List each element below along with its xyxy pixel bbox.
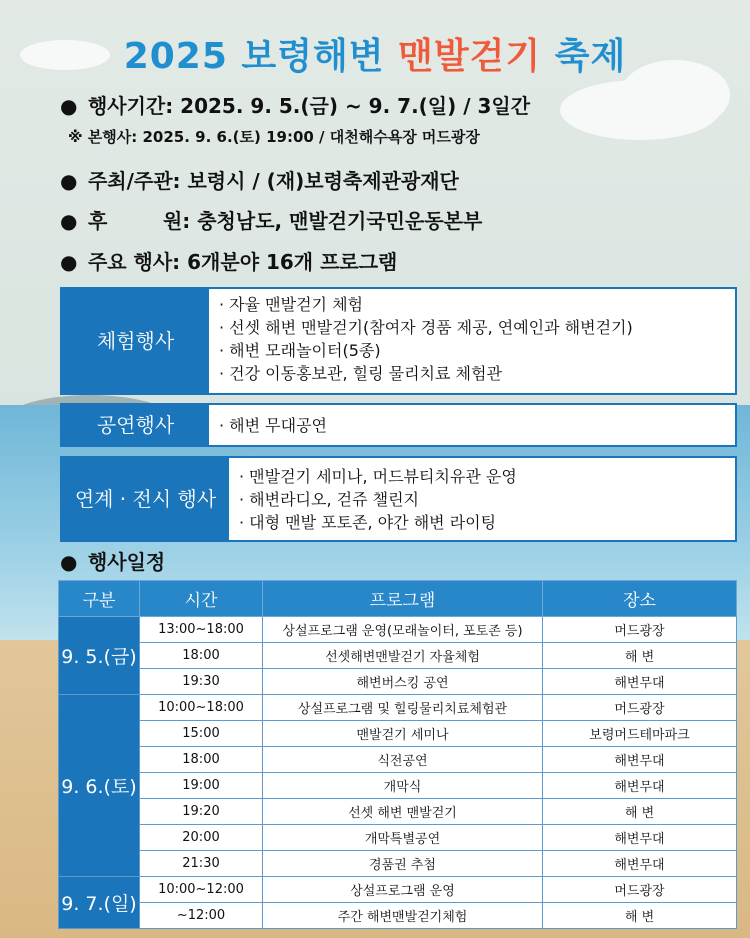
place-cell: 해변무대 [543,773,737,799]
program-cell: 식전공연 [263,747,543,773]
bullet-icon: ● [60,209,78,233]
program-cell: 개막식 [263,773,543,799]
program-cell: 선셋 해변 맨발걷기 [263,799,543,825]
date-cell: 9. 6.(토) [59,695,140,877]
program-item: · 해변 무대공연 [219,415,327,435]
place-cell: 보령머드테마파크 [543,721,737,747]
event-period [60,90,530,119]
place-cell: 해 변 [543,903,737,929]
place-cell: 해변무대 [543,825,737,851]
program-item: · 맨발걷기 세미나, 머드뷰티치유관 운영 [239,466,517,486]
time-cell: 15:00 [140,721,263,747]
time-cell: 20:00 [140,825,263,851]
program-items [209,405,735,445]
host-text: 주최/주관: 보령시 / (재)보령축제관광재단 [87,169,459,193]
program-item: · 자율 맨발걷기 체험 [219,295,363,314]
sponsor-info [60,205,482,234]
program-item: · 건강 이동홍보관, 힐링 물리치료 체험관 [219,364,502,383]
table-row [59,617,737,643]
time-cell: 18:00 [140,747,263,773]
time-cell: 10:00~18:00 [140,695,263,721]
program-items [209,289,735,393]
main-program-info [60,246,397,275]
main-event: ※ 본행사: 2025. 9. 6.(토) 19:00 / 대천해수욕장 머드광장 [68,128,480,146]
program-cell: 주간 해변맨발걷기체험 [263,903,543,929]
time-cell: 19:00 [140,773,263,799]
place-cell: 해변무대 [543,747,737,773]
program-cell: 선셋해변맨발걷기 자율체험 [263,643,543,669]
table-row [59,669,737,695]
program-label: 체험행사 [62,289,209,393]
time-cell: 19:20 [140,799,263,825]
program-item: · 해변 모래놀이터(5종) [219,341,381,360]
time-cell: 19:30 [140,669,263,695]
program-cell: 경품권 추첨 [263,851,543,877]
main-program-text: 주요 행사: 6개분야 16개 프로그램 [87,250,398,274]
place-cell: 해 변 [543,643,737,669]
program-item: · 해변라디오, 걷쥬 챌린지 [239,489,419,509]
schedule-table [58,580,737,929]
program-items [229,458,735,540]
table-row [59,851,737,877]
table-row [59,903,737,929]
table-row [59,825,737,851]
time-cell: ~12:00 [140,903,263,929]
table-row [59,747,737,773]
col-header-time: 시간 [140,581,263,617]
title-suffix: 축제 [541,36,627,77]
place-cell: 해변무대 [543,851,737,877]
table-row [59,773,737,799]
program-item: · 대형 맨발 포토존, 야간 해변 라이팅 [239,512,497,532]
table-row [59,695,737,721]
program-box-performance [60,403,737,447]
program-item: · 선셋 해변 맨발걷기(참여자 경품 제공, 연예인과 해변걷기) [219,318,633,337]
page-title [0,28,750,79]
program-cell: 상설프로그램 운영 [263,877,543,903]
place-cell: 머드광장 [543,617,737,643]
date-cell: 9. 7.(일) [59,877,140,929]
program-cell: 상설프로그램 운영(모래놀이터, 포토존 등) [263,617,543,643]
program-cell: 개막특별공연 [263,825,543,851]
bullet-icon: ● [60,550,78,574]
program-cell: 해변버스킹 공연 [263,669,543,695]
program-label: 공연행사 [62,405,209,445]
col-header-place: 장소 [543,581,737,617]
program-box-experience [60,287,737,395]
schedule-heading [60,546,165,575]
date-cell: 9. 5.(금) [59,617,140,695]
host-info [60,165,459,194]
time-cell: 21:30 [140,851,263,877]
program-label: 연계 · 전시 행사 [62,458,229,540]
time-cell: 10:00~12:00 [140,877,263,903]
program-box-linked [60,456,737,542]
table-row [59,721,737,747]
bullet-icon: ● [60,169,78,193]
table-header-row [59,581,737,617]
table-row [59,643,737,669]
place-cell: 해 변 [543,799,737,825]
bullet-icon: ● [60,94,78,118]
place-cell: 머드광장 [543,877,737,903]
place-cell: 해변무대 [543,669,737,695]
table-row [59,799,737,825]
col-header-division: 구분 [59,581,140,617]
title-year-place: 2025 보령해변 [123,36,399,77]
schedule-heading-text: 행사일정 [87,550,166,574]
program-cell: 맨발걷기 세미나 [263,721,543,747]
time-cell: 13:00~18:00 [140,617,263,643]
title-highlight: 맨발걷기 [398,36,542,77]
place-cell: 머드광장 [543,695,737,721]
time-cell: 18:00 [140,643,263,669]
event-period-text: 행사기간: 2025. 9. 5.(금) ~ 9. 7.(일) / 3일간 [87,94,531,118]
sponsor-text: 후 원: 충청남도, 맨발걷기국민운동본부 [87,209,483,233]
program-cell: 상설프로그램 및 힐링물리치료체험관 [263,695,543,721]
col-header-program: 프로그램 [263,581,543,617]
table-row [59,877,737,903]
bullet-icon: ● [60,250,78,274]
